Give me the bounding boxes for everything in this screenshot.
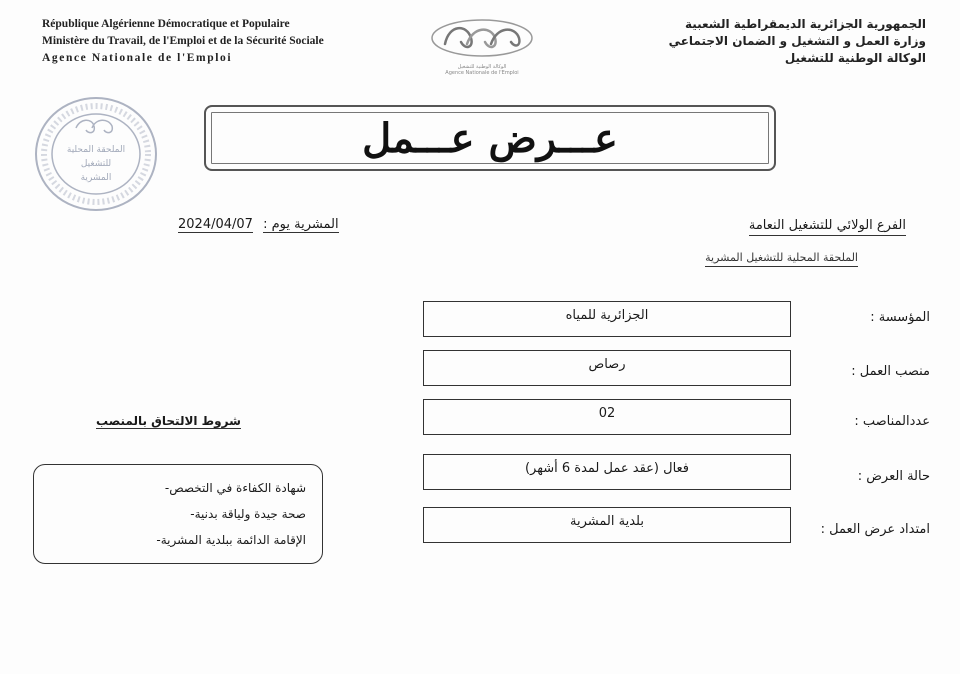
header-ar-line-3: الوكالة الوطنية للتشغيل [784, 51, 926, 65]
header-french [42, 16, 324, 67]
date-line [178, 217, 339, 233]
header-fr-line-2: Ministère du Travail, de l'Emploi et de la Sécurité Sociale [42, 35, 324, 47]
header-arabic [669, 16, 926, 67]
header-fr-line-1: République Algérienne Démocratique et Populaire [42, 18, 290, 30]
agency-logo [420, 14, 544, 76]
regional-branch: الفرع الولائي للتشغيل النعامة [749, 217, 906, 236]
header-ar-line-1: الجمهورية الجزائرية الديمقراطية الشعبية [684, 17, 926, 31]
local-office: الملحقة المحلية للتشغيل المشرية [705, 250, 858, 267]
field-value-status: فعال (عقد عمل لمدة 6 أشهر) [524, 461, 690, 476]
condition-text-2: صحة جيدة ولياقة بدنية [194, 507, 306, 521]
stamp-line-3: المشرية [80, 173, 112, 183]
condition-text-3: الإقامة الدائمة ببلدية المشرية [160, 533, 306, 547]
field-value-company: الجزائرية للمياه [565, 308, 649, 323]
bullet-dash: - [164, 481, 170, 495]
conditions-box [33, 464, 323, 564]
office-stamp-icon [32, 94, 160, 214]
field-label-count: عددالمناصب : [854, 414, 930, 429]
field-value-count: 02 [598, 406, 616, 421]
condition-item [44, 527, 306, 553]
header-fr-line-3: Agence Nationale de l'Emploi [42, 52, 233, 64]
field-label-company: المؤسسة : [870, 310, 930, 325]
field-value-scope: بلدية المشرية [570, 514, 644, 529]
stamp-line-2: للتشغيل [80, 159, 112, 169]
condition-item [44, 501, 306, 527]
bullet-dash: - [190, 507, 195, 521]
stamp-line-1: الملحقة المحلية [66, 145, 126, 155]
field-count [423, 399, 791, 435]
anem-logo-icon [427, 14, 537, 60]
condition-text-1: شهادة الكفاءة في التخصص [169, 481, 306, 495]
field-label-position: منصب العمل : [851, 364, 930, 379]
date-label: المشرية يوم : [263, 217, 339, 232]
field-scope [423, 507, 791, 543]
field-status [423, 454, 791, 490]
title-box [204, 105, 776, 171]
field-label-status: حالة العرض : [857, 469, 930, 484]
header-ar-line-2: وزارة العمل و التشغيل و الضمان الاجتماعي [668, 34, 926, 48]
date-value: 2024/04/07 [178, 217, 253, 232]
bullet-dash: - [156, 533, 161, 547]
conditions-title: شروط الالتحاق بالمنصب [96, 414, 241, 428]
page-title: عـــرض عـــمل [362, 114, 618, 162]
conditions-list [44, 475, 306, 553]
field-value-position: رصاص [588, 357, 626, 372]
logo-caption-fr: Agence Nationale de l'Emploi [445, 70, 519, 76]
condition-item [44, 475, 306, 501]
logo-caption-ar: الوكالة الوطنية للتشغيل [457, 64, 507, 70]
field-position [423, 350, 791, 386]
field-company [423, 301, 791, 337]
field-label-scope: امتداد عرض العمل : [820, 522, 930, 537]
